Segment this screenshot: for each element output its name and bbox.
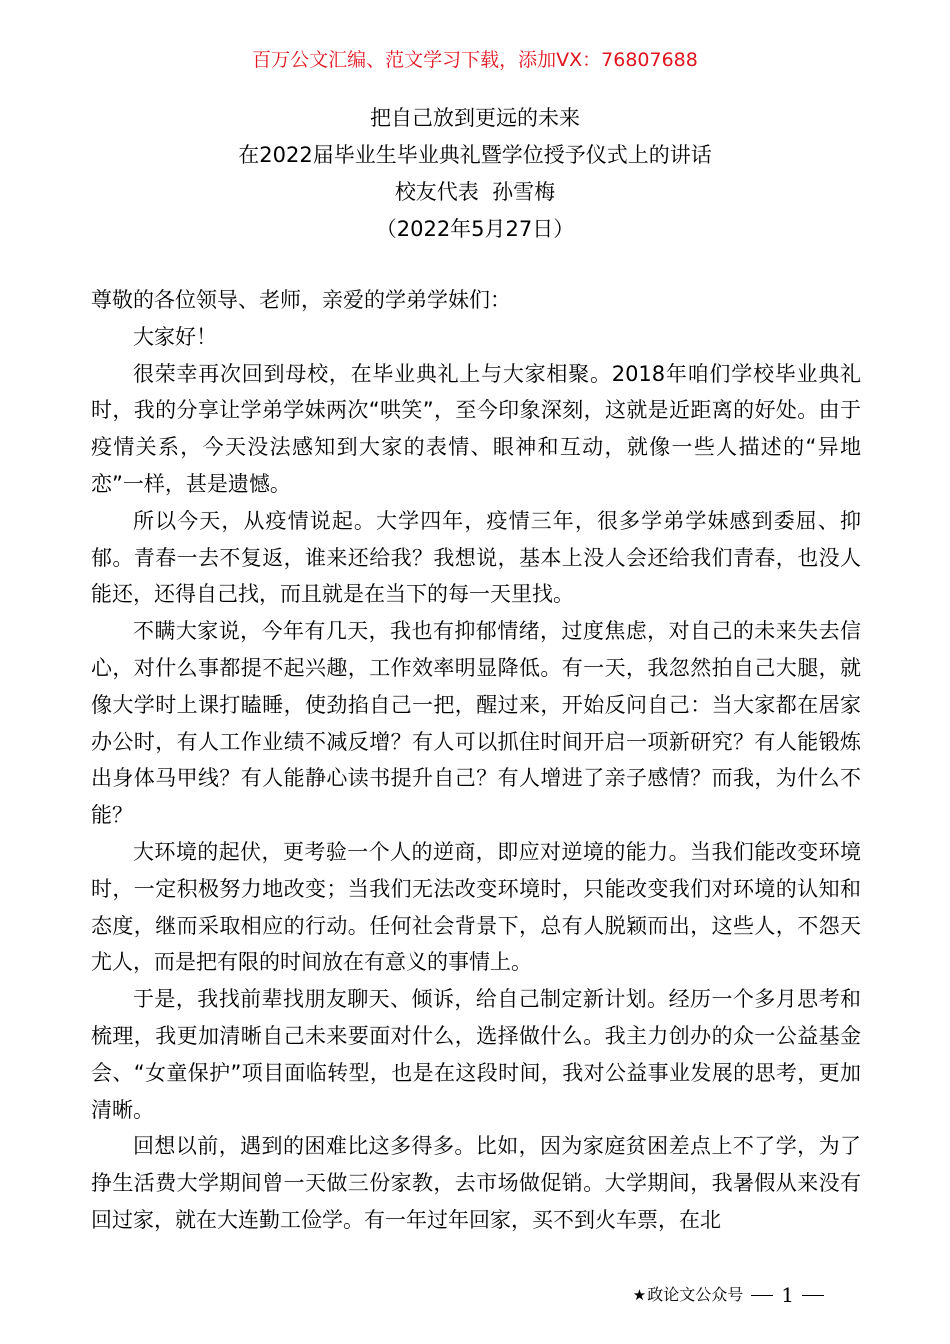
document-subtitle: 在2022届毕业生毕业典礼暨学位授予仪式上的讲话 (238, 143, 712, 167)
paragraph: 所以今天，从疫情说起。大学四年，疫情三年，很多学弟学妹感到委屈、抑郁。青春一去不复返，谁来还给我？我想说，基本上没人会还给我们青春，也没人能还，还得自己找，而且就是在当下的每一天里找。 (91, 508, 861, 607)
page-footer (633, 1282, 832, 1308)
speech-body (91, 282, 861, 1239)
paragraph: 不瞒大家说，今年有几天，我也有抑郁情绪，过度焦虑，对自己的未来失去信心，对什么事都提不起兴趣，工作效率明显降低。有一天，我忽然拍自己大腿，就像大学时上课打瞌睡，使劲掐自己一把，醒过来，开始反问自己：当大家都在居家办公时，有人工作业绩不减反增？有人可以抓住时间开启一项新研究？有人能锻炼出身体马甲线？有人能静心读书提升自己？有人增进了亲子感情？而我，为什么不能？ (91, 619, 861, 828)
promo-banner: 百万公文汇编、范文学习下载，添加VX：76807688 (252, 49, 698, 71)
speaker-line: 校友代表 孙雪梅 (394, 180, 556, 204)
paragraph: 大环境的起伏，更考验一个人的逆商，即应对逆境的能力。当我们能改变环境时，一定积极努力地改变；当我们无法改变环境时，只能改变我们对环境的认知和态度，继而采取相应的行动。任何社会背景下，总有人脱颖而出，这些人，不怨天尤人，而是把有限的时间放在有意义的事情上。 (91, 839, 861, 975)
paragraph: 大家好！ (133, 324, 217, 349)
footer-source: 政论文公众号 (647, 1285, 744, 1304)
date-line: （2022年5月27日） (375, 217, 575, 241)
footer-dash-left (751, 1295, 773, 1296)
salutation: 尊敬的各位领导、老师，亲爱的学弟学妹们： (91, 288, 511, 312)
paragraph: 于是，我找前辈找朋友聊天、倾诉，给自己制定新计划。经历一个多月思考和梳理，我更加清晰自己未来要面对什么，选择做什么。我主力创办的众一公益基金会、“女童保护”项目面临转型，也是在这段时间，我对公益事业发展的思考，更加清晰。 (91, 987, 861, 1122)
page-number: 1 (781, 1283, 794, 1307)
document-title: 把自己放到更远的未来 (370, 106, 580, 130)
star-icon: ★ (632, 1286, 647, 1304)
paragraph: 回想以前，遇到的困难比这多得多。比如，因为家庭贫困差点上不了学，为了挣生活费大学期间曾一天做三份家教，去市场做促销。大学期间，我暑假从来没有回过家，就在大连勤工俭学。有一年过年回家，买不到火车票，在北 (91, 1134, 861, 1232)
paragraph: 很荣幸再次回到母校，在毕业典礼上与大家相聚。2018年咱们学校毕业典礼时，我的分享让学弟学妹两次“哄笑”，至今印象深刻，这就是近距离的好处。由于疫情关系，今天没法感知到大家的表情、眼神和互动，就像一些人描述的“异地恋”一样，甚是遗憾。 (91, 361, 861, 496)
title-block (0, 100, 950, 248)
footer-dash-right (802, 1295, 824, 1296)
